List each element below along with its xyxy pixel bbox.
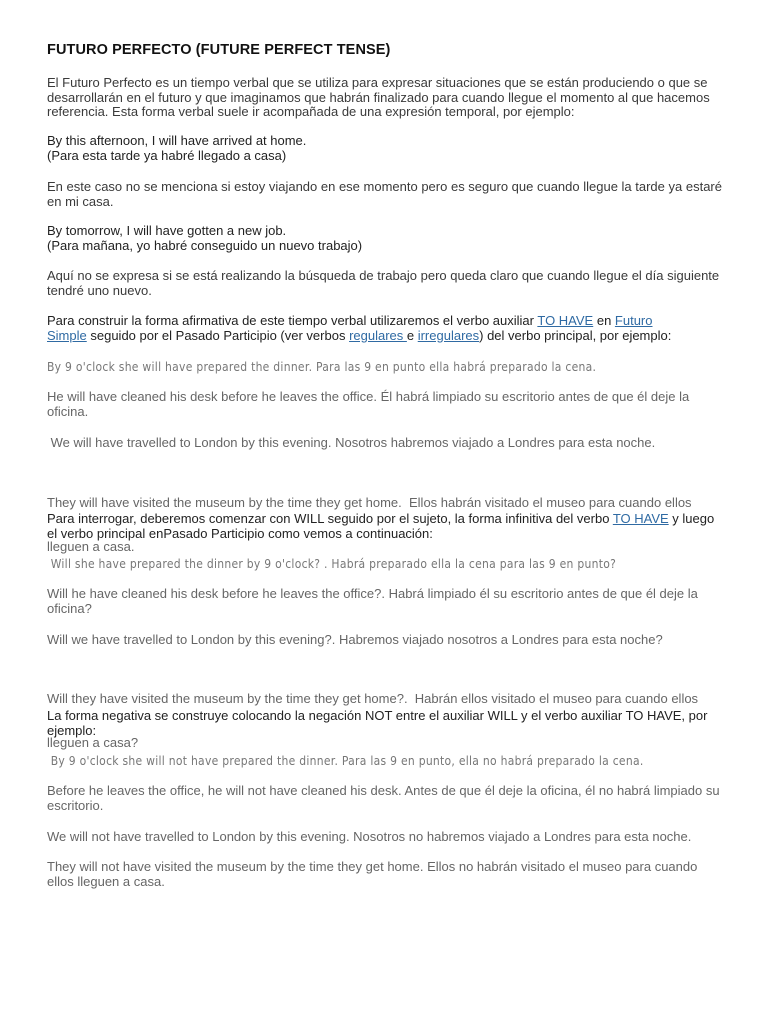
interrogative-intro-line-1: [47, 512, 727, 527]
intro-line: referencia. Esta forma verbal suele ir acompañada de una expresión temporal, por ejemplo:: [47, 104, 575, 119]
negative-example-4: [47, 860, 727, 889]
example-line: lleguen a casa.: [47, 538, 135, 554]
interrogative-intro: [47, 512, 727, 541]
affirmative-intro: [47, 314, 727, 343]
example-line: ellos lleguen a casa.: [47, 873, 165, 889]
negative-example-2: [47, 784, 727, 813]
example-line: He will have cleaned his desk before he leaves the office. Él habrá limpiado su escritorio antes de que él deje la: [47, 389, 690, 404]
interrogative-intro-line-2: el verbo principal enPasado Participio como vemos a continuación:: [47, 525, 433, 541]
explanation-line: Aquí no se expresa si se está realizando la búsqueda de trabajo pero queda claro que cuando llegue el día siguiente: [47, 268, 720, 283]
affirmative-intro-line-2: [47, 329, 727, 344]
intro-paragraph: [47, 76, 727, 120]
interrogative-example-2: [47, 587, 727, 616]
negative-intro: [47, 709, 727, 738]
example-english: By this afternoon, I will have arrived at home.: [47, 133, 307, 148]
example-2: [47, 224, 727, 253]
example-line: Before he leaves the office, he will not have cleaned his desk. Antes de que él deje la oficina, él no habrá limpiado su: [47, 783, 720, 798]
example-line: oficina?: [47, 600, 92, 616]
example-spanish: (Para esta tarde ya habré llegado a casa): [47, 147, 287, 163]
interrogative-example-1: Will she have prepared the dinner by 9 o'clock? . Habrá preparado ella la cena para las 9 en punto?: [47, 557, 617, 571]
example-line: They will have visited the museum by the time they get home. Ellos habrán visitado el museo para cuando ellos: [47, 495, 692, 510]
affirmative-example-1: By 9 o'clock she will have prepared the dinner. Para las 9 en punto ella habrá preparado la cena.: [47, 360, 597, 374]
example-line: Will he have cleaned his desk before he leaves the office?. Habrá limpiado él su escritorio antes de que él deje la: [47, 586, 698, 601]
explanation-line: En este caso no se menciona si estoy viajando en ese momento pero es seguro que cuando llegue la tarde ya estaré: [47, 179, 722, 194]
intro-line: El Futuro Perfecto es un tiempo verbal que se utiliza para expresar situaciones que se están produciendo o que se: [47, 75, 708, 90]
text-segment: en: [593, 313, 615, 328]
explanation-line: en mi casa.: [47, 193, 114, 209]
interrogative-example-3: Will we have travelled to London by this evening?. Habremos viajado nosotros a Londres para esta noche?: [47, 632, 663, 647]
example-line: oficina.: [47, 403, 89, 419]
text-segment: y luego: [668, 511, 715, 526]
explanation-line: tendré uno nuevo.: [47, 282, 152, 298]
affirmative-example-2: [47, 390, 727, 419]
example-spanish: (Para mañana, yo habré conseguido un nuevo trabajo): [47, 237, 363, 253]
intro-line: desarrollarán en el futuro y que imaginamos que habrán finalizado para cuando llegue el momento al que hacemos: [47, 89, 710, 105]
futuro-simple-link[interactable]: Futuro: [614, 313, 653, 328]
text-segment: Para interrogar, deberemos comenzar con WILL seguido por el sujeto, la forma infinitiva del verbo: [47, 511, 613, 526]
text-segment: ) del verbo principal, por ejemplo:: [479, 327, 672, 343]
explanation-1: [47, 180, 727, 209]
negative-example-3: We will not have travelled to London by this evening. Nosotros no habremos viajado a Londres para esta noche.: [47, 829, 692, 844]
affirmative-example-3: We will have travelled to London by this evening. Nosotros habremos viajado a Londres para esta noche.: [47, 435, 656, 450]
to-have-link[interactable]: TO HAVE: [612, 511, 669, 526]
regulares-link[interactable]: regulares: [349, 327, 407, 343]
text-segment: seguido por el Pasado Participio (ver verbos: [86, 327, 350, 343]
affirmative-intro-line-1: [47, 314, 727, 329]
example-line: escritorio.: [47, 797, 104, 813]
negative-example-1: By 9 o'clock she will not have prepared the dinner. Para las 9 en punto, ella no habrá preparado la cena.: [47, 754, 644, 768]
page-title: FUTURO PERFECTO (FUTURE PERFECT TENSE): [47, 42, 391, 58]
futuro-simple-link-cont[interactable]: Simple: [47, 327, 87, 343]
negative-intro-line: ejemplo:: [47, 722, 97, 738]
example-1: [47, 134, 727, 163]
example-english: By tomorrow, I will have gotten a new job.: [47, 223, 287, 238]
example-line: lleguen a casa?: [47, 734, 139, 750]
example-line: Will they have visited the museum by the time they get home?. Habrán ellos visitado el museo para cuando ellos: [47, 691, 699, 706]
text-segment: Para construir la forma afirmativa de este tiempo verbal utilizaremos el verbo auxiliar: [47, 313, 538, 328]
irregulares-link[interactable]: irregulares: [417, 327, 480, 343]
explanation-2: [47, 269, 727, 298]
text-segment: e: [406, 327, 418, 343]
example-line: They will not have visited the museum by the time they get home. Ellos no habrán visitado el museo para cuando: [47, 859, 698, 874]
negative-intro-line: La forma negativa se construye colocando la negación NOT entre el auxiliar WILL y el verbo auxiliar TO HAVE, por: [47, 708, 708, 723]
to-have-link[interactable]: TO HAVE: [537, 313, 594, 328]
